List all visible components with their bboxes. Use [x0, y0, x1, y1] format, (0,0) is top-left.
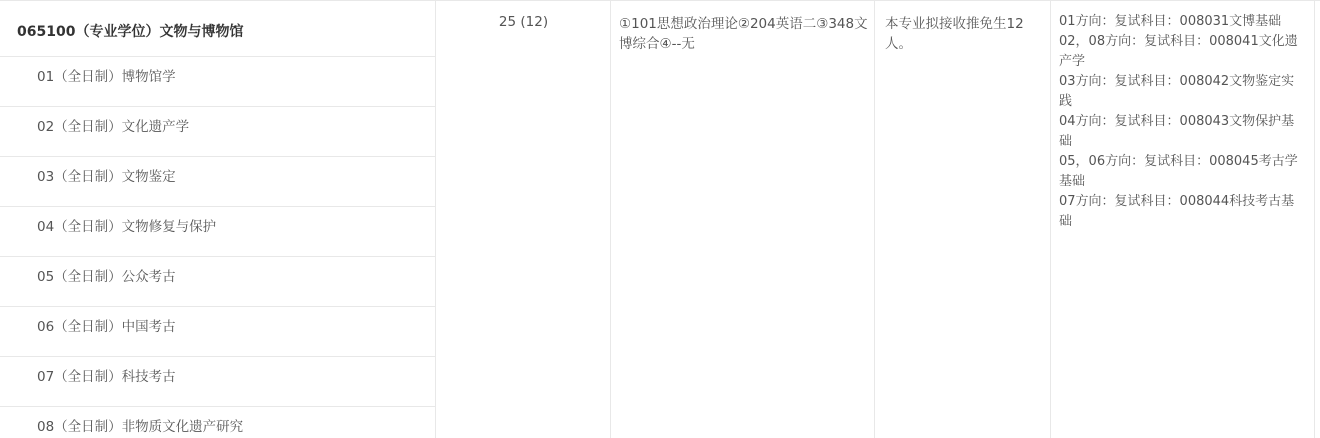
table-edge-column	[1315, 1, 1320, 438]
retest-item: 02，08方向：复试科目：008041文化遗产学	[1059, 34, 1298, 69]
exam-subjects-column	[611, 1, 875, 438]
direction-03: 03（全日制）文物鉴定	[0, 157, 435, 207]
retest-item: 01方向：复试科目：008031文博基础	[1059, 14, 1282, 29]
exam-subjects: ①101思想政治理论②204英语二③348文博综合④--无	[619, 16, 868, 52]
retest-item: 07方向：复试科目：008044科技考古基础	[1059, 194, 1295, 229]
direction-06: 06（全日制）中国考古	[0, 307, 435, 357]
retest-item: 05，06方向：复试科目：008045考古学基础	[1059, 154, 1298, 189]
major-column	[0, 1, 436, 438]
enrollment-quota: 25 (12)	[498, 14, 549, 30]
major-title: 065100（专业学位）文物与博物馆	[0, 6, 435, 57]
direction-02: 02（全日制）文化遗产学	[0, 107, 435, 157]
note-column	[875, 1, 1051, 438]
direction-01: 01（全日制）博物馆学	[0, 57, 435, 107]
retest-item: 04方向：复试科目：008043文物保护基础	[1059, 114, 1295, 149]
remarks: 本专业拟接收推免生12人。	[885, 16, 1024, 52]
direction-04: 04（全日制）文物修复与保护	[0, 207, 435, 257]
quota-column	[436, 1, 611, 438]
retest-item: 03方向：复试科目：008042文物鉴定实践	[1059, 74, 1295, 109]
direction-07: 07（全日制）科技考古	[0, 357, 435, 407]
retest-list	[1059, 12, 1307, 232]
direction-05: 05（全日制）公众考古	[0, 257, 435, 307]
direction-08: 08（全日制）非物质文化遗产研究	[37, 419, 244, 435]
retest-column	[1051, 1, 1315, 438]
